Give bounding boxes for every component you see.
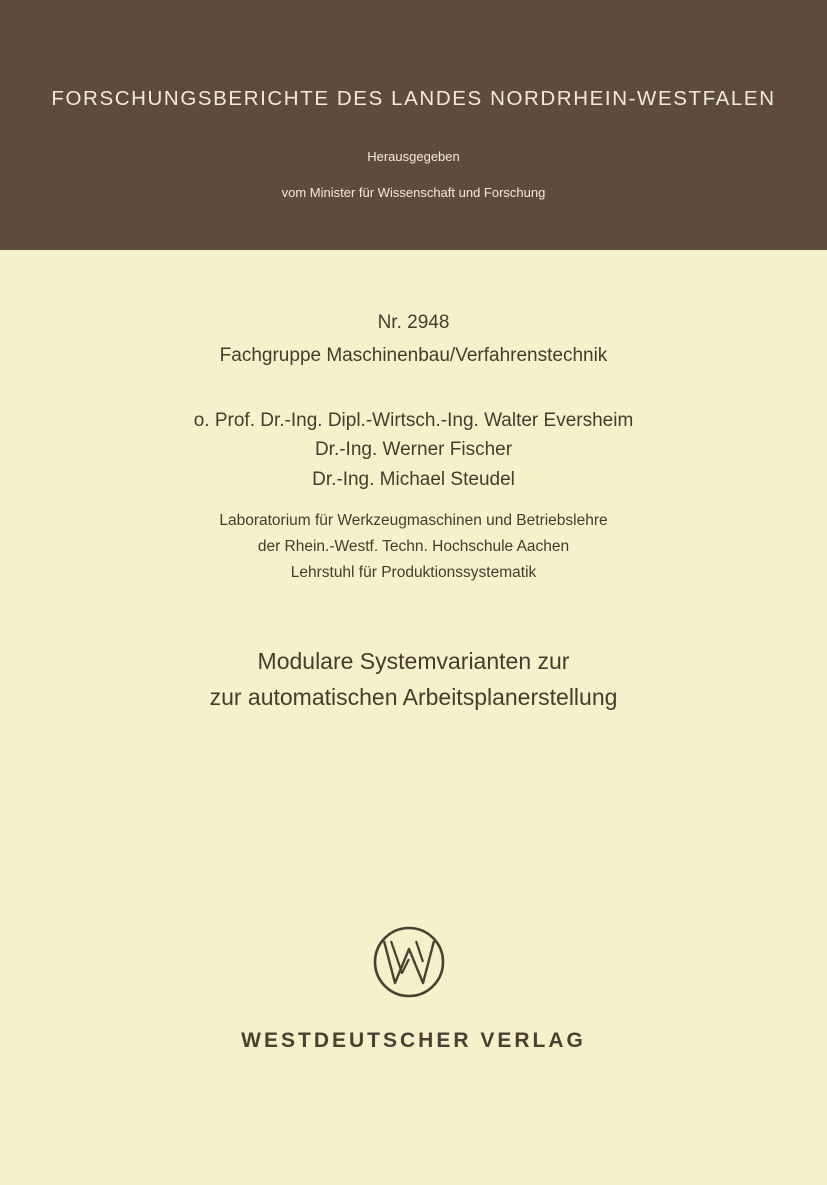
author-1: o. Prof. Dr.-Ing. Dipl.-Wirtsch.-Ing. Walter Eversheim (193, 410, 634, 431)
author-2: Dr.-Ing. Werner Fischer (314, 439, 513, 460)
header-band (0, 0, 827, 250)
publisher-name: WESTDEUTSCHER VERLAG (241, 1029, 586, 1052)
series-title: FORSCHUNGSBERICHTE DES LANDES NORDRHEIN-WESTFALEN (51, 87, 776, 110)
institution-line-3: Lehrstuhl für Produktionssystematik (290, 564, 537, 581)
report-number: Nr. 2948 (377, 312, 450, 333)
edited-by-label: Herausgegeben (367, 149, 460, 164)
title-line-2: zur automatischen Arbeitsplanerstellung (209, 684, 618, 710)
title-line-1: Modulare Systemvarianten zur (257, 648, 570, 674)
wv-monogram-icon (371, 924, 447, 1000)
institution-line-1: Laboratorium für Werkzeugmaschinen und Betriebslehre (219, 512, 608, 529)
institution-line-2: der Rhein.-Westf. Techn. Hochschule Aachen (257, 538, 570, 555)
report-group: Fachgruppe Maschinenbau/Verfahrenstechnik (219, 345, 608, 366)
editor-line: vom Minister für Wissenschaft und Forschung (281, 185, 546, 200)
author-3: Dr.-Ing. Michael Steudel (312, 469, 515, 490)
